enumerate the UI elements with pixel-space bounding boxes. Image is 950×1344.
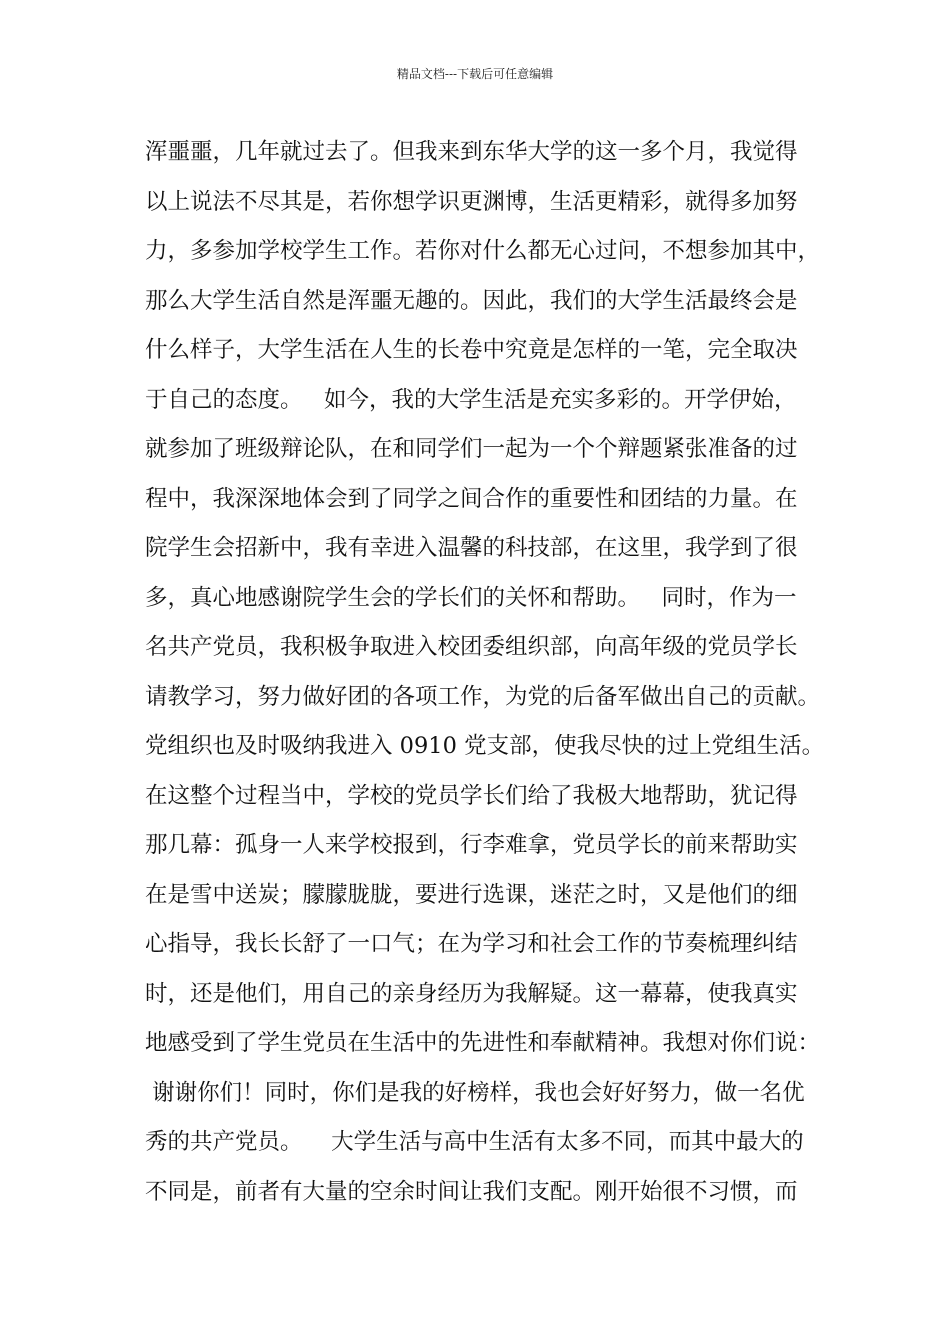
text-line: 不同是，前者有大量的空余时间让我们支配。刚开始很不习惯，而: [145, 1178, 798, 1205]
text-line: 以上说法不尽其是，若你想学识更渊博，生活更精彩，就得多加努: [145, 188, 798, 215]
text-line: 秀的共产党员。 大学生活与高中生活有太多不同，而其中最大的: [145, 1129, 804, 1155]
text-line: 就参加了班级辩论队，在和同学们一起为一个个辩题紧张准备的过: [145, 436, 798, 462]
document-body: [145, 128, 835, 1217]
text-line: 多，真心地感谢院学生会的学长们的关怀和帮助。 同时，作为一: [145, 584, 797, 611]
text-line: 什么样子，大学生活在人生的长卷中究竟是怎样的一笔，完全取决: [145, 337, 798, 363]
text-line: 于自己的态度。 如今，我的大学生活是充实多彩的。开学伊始，: [145, 386, 797, 413]
text-line: 名共产党员，我积极争取进入校团委组织部，向高年级的党员学长: [145, 634, 798, 660]
text-line: 程中，我深深地体会到了同学之间合作的重要性和团结的力量。在: [145, 485, 798, 512]
text-line: 浑噩噩，几年就过去了。但我来到东华大学的这一多个月，我觉得: [145, 139, 798, 165]
text-line: 那几幕：孤身一人来学校报到，行李难拿，党员学长的前来帮助实: [145, 832, 798, 858]
text-line: 在是雪中送炭；朦朦胧胧，要进行选课，迷茫之时，又是他们的细: [145, 881, 798, 908]
text-line: 党组织也及时吸纳我进入 0910 党支部，使我尽快的过上党组生活。: [145, 733, 825, 759]
page-header: 精品文档---下载后可任意编辑: [396, 67, 554, 81]
text-line: 那么大学生活自然是浑噩无趣的。因此，我们的大学生活最终会是: [145, 287, 798, 314]
text-line: 院学生会招新中，我有幸进入温馨的科技部，在这里，我学到了很: [145, 535, 798, 561]
text-line: 谢谢你们！同时，你们是我的好榜样，我也会好好努力，做一名优: [145, 1079, 805, 1106]
text-line: 力，多参加学校学生工作。若你对什么都无心过问，不想参加其中，: [145, 238, 821, 264]
text-line: 地感受到了学生党员在生活中的先进性和奉献精神。我想对你们说：: [145, 1030, 821, 1056]
text-line: 在这整个过程当中，学校的党员学长们给了我极大地帮助，犹记得: [145, 782, 798, 809]
text-line: 请教学习，努力做好团的各项工作，为党的后备军做出自己的贡献。: [145, 683, 821, 710]
text-line: 时，还是他们，用自己的亲身经历为我解疑。这一幕幕，使我真实: [145, 980, 798, 1007]
text-line: 心指导，我长长舒了一口气；在为学习和社会工作的节奏梳理纠结: [145, 931, 798, 957]
